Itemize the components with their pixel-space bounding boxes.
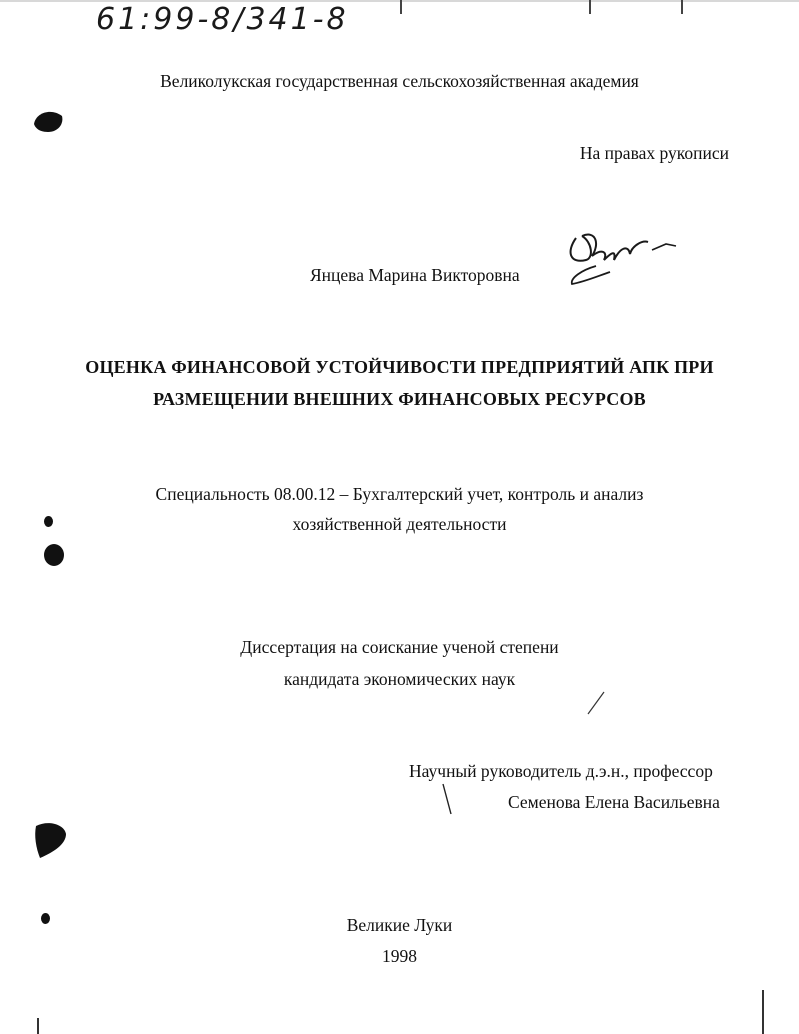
specialty-line-1: Специальность 08.00.12 – Бухгалтерский учет, контроль и анализ xyxy=(155,484,644,504)
author-name: Янцева Марина Викторовна xyxy=(310,265,520,285)
manuscript-rights-note: На правах рукописи xyxy=(579,143,729,163)
institution-name: Великолукская государственная сельскохозяйственная академия xyxy=(160,71,639,91)
punch-hole-mark xyxy=(30,818,70,862)
pen-stroke-mark xyxy=(440,782,456,816)
dissertation-title-line-2: РАЗМЕЩЕНИИ ВНЕШНИХ ФИНАНСОВЫХ РЕСУРСОВ xyxy=(153,389,646,409)
supervisor-role: Научный руководитель д.э.н., профессор xyxy=(409,761,713,781)
handwritten-shelfmark: 61:99-8/341-8 xyxy=(96,2,349,37)
scan-tick xyxy=(589,0,591,14)
city: Великие Луки xyxy=(346,915,453,935)
punch-hole-mark xyxy=(44,516,53,527)
specialty-line-2: хозяйственной деятельности xyxy=(292,514,507,534)
scan-tick xyxy=(400,0,402,14)
author-signature xyxy=(556,222,686,292)
scan-edge-line xyxy=(762,990,764,1034)
punch-hole-mark xyxy=(41,913,50,924)
punch-hole-mark xyxy=(44,544,64,566)
punch-hole-mark xyxy=(30,104,66,136)
dissertation-title-line-1: ОЦЕНКА ФИНАНСОВОЙ УСТОЙЧИВОСТИ ПРЕДПРИЯТИЙ АПК ПРИ xyxy=(85,357,714,377)
year: 1998 xyxy=(382,946,417,966)
pen-stroke-mark xyxy=(584,690,608,716)
supervisor-name: Семенова Елена Васильевна xyxy=(508,792,720,812)
scan-tick xyxy=(681,0,683,14)
scan-edge-line xyxy=(37,1018,39,1034)
degree-line-1: Диссертация на соискание ученой степени xyxy=(240,637,559,657)
degree-line-2: кандидата экономических наук xyxy=(283,669,516,689)
